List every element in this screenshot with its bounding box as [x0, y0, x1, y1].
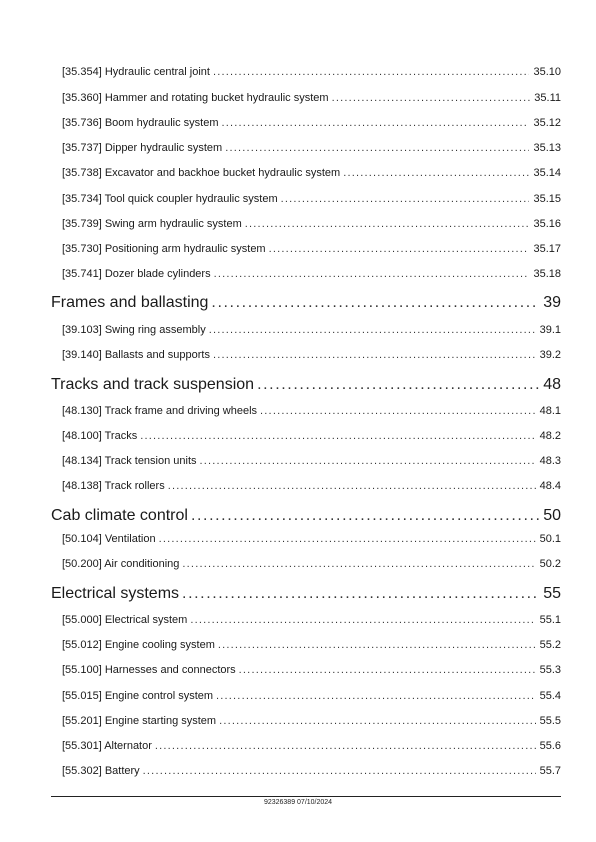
toc-entry[interactable]	[62, 455, 561, 469]
toc-entry-label: [50.104] Ventilation	[62, 533, 156, 545]
leader-dots	[239, 664, 536, 676]
toc-entry-label: [35.360] Hammer and rotating bucket hydraulic system	[62, 92, 329, 104]
toc-entry-page: 55.2	[539, 639, 561, 651]
leader-dots	[143, 765, 536, 777]
toc-entry[interactable]	[62, 614, 561, 628]
leader-dots	[200, 455, 536, 467]
leader-dots	[182, 558, 535, 570]
toc-entry[interactable]	[62, 715, 561, 729]
toc-entry-page: 48.3	[539, 455, 561, 467]
toc-entry-page: 35.11	[534, 92, 561, 104]
toc-entry-label: [48.130] Track frame and driving wheels	[62, 405, 258, 417]
toc-entry-label: [48.100] Tracks	[62, 430, 138, 442]
toc-entry-page: 35.12	[533, 117, 561, 129]
toc-entry[interactable]	[62, 268, 561, 282]
toc-entry-label: [35.354] Hydraulic central joint	[62, 66, 210, 78]
toc-entry-label: [48.134] Track tension units	[62, 455, 197, 467]
toc-section-page: 55	[543, 585, 561, 602]
toc-entry-page: 55.5	[539, 715, 561, 727]
toc-entry[interactable]	[62, 167, 561, 181]
footer-document-id: 92326389 07/10/2024	[263, 799, 333, 806]
leader-dots	[213, 349, 536, 361]
toc-entry-label: [55.301] Alternator	[62, 740, 152, 752]
leader-dots	[225, 142, 529, 154]
toc-entry-label: [55.201] Engine starting system	[62, 715, 217, 727]
leader-dots	[332, 92, 531, 104]
leader-dots	[159, 533, 536, 545]
toc-entry-label: [39.140] Ballasts and supports	[62, 349, 210, 361]
toc-entry-label: [50.200] Air conditioning	[62, 558, 180, 570]
toc-entry-page: 48.4	[539, 480, 561, 492]
toc-section-label: Tracks and track suspension	[51, 376, 255, 393]
toc-entry-label: [39.103] Swing ring assembly	[62, 324, 206, 336]
leader-dots	[245, 218, 530, 230]
leader-dots	[190, 614, 535, 626]
toc-entry[interactable]	[62, 533, 561, 547]
toc-entry[interactable]	[62, 405, 561, 419]
toc-entry-page: 35.14	[533, 167, 561, 179]
toc-entry-label: [35.741] Dozer blade cylinders	[62, 268, 211, 280]
toc-section-label: Electrical systems	[51, 585, 180, 602]
leader-dots	[281, 193, 530, 205]
toc-entry[interactable]	[62, 765, 561, 779]
toc-entry[interactable]	[62, 218, 561, 232]
toc-entry-label: [55.000] Electrical system	[62, 614, 188, 626]
toc-section-page: 39	[543, 294, 561, 311]
leader-dots	[211, 294, 539, 312]
leader-dots	[140, 430, 535, 442]
toc-entry[interactable]	[62, 690, 561, 704]
toc-entry-page: 50.2	[539, 558, 561, 570]
toc-entry-page: 35.17	[533, 243, 561, 255]
leader-dots	[155, 740, 536, 752]
toc-entry-label: [35.736] Boom hydraulic system	[62, 117, 219, 129]
toc-entry-page: 48.1	[539, 405, 561, 417]
toc-section-page: 50	[543, 507, 561, 524]
toc-entry-page: 50.1	[539, 533, 561, 545]
toc-entry[interactable]	[62, 324, 561, 338]
toc-entry-page: 35.16	[533, 218, 561, 230]
toc-entry-label: [55.100] Harnesses and connectors	[62, 664, 236, 676]
toc-entry-label: [48.138] Track rollers	[62, 480, 165, 492]
toc-entry-label: [35.730] Positioning arm hydraulic system	[62, 243, 266, 255]
toc-section-label: Frames and ballasting	[51, 294, 209, 311]
leader-dots	[168, 480, 536, 492]
leader-dots	[257, 376, 539, 394]
toc-entry-page: 48.2	[539, 430, 561, 442]
leader-dots	[218, 639, 536, 651]
toc-entry[interactable]	[62, 66, 561, 80]
toc-entry[interactable]	[62, 480, 561, 494]
toc-entry[interactable]	[62, 740, 561, 754]
leader-dots	[222, 117, 530, 129]
footer-divider	[51, 796, 561, 797]
leader-dots	[269, 243, 530, 255]
toc-entry[interactable]	[62, 664, 561, 678]
toc-entry[interactable]	[62, 142, 561, 156]
toc-entry-label: [55.012] Engine cooling system	[62, 639, 215, 651]
toc-entry-page: 35.15	[533, 193, 561, 205]
leader-dots	[260, 405, 536, 417]
toc-entry[interactable]	[62, 349, 561, 363]
leader-dots	[182, 585, 539, 603]
toc-section-page: 48	[543, 376, 561, 393]
toc-section[interactable]	[51, 585, 561, 605]
toc-entry-page: 39.2	[539, 349, 561, 361]
toc-entry[interactable]	[62, 117, 561, 131]
toc-entry-label: [35.738] Excavator and backhoe bucket hydraulic system	[62, 167, 341, 179]
leader-dots	[209, 324, 536, 336]
toc-entry-page: 55.4	[539, 690, 561, 702]
leader-dots	[213, 66, 530, 78]
toc-entry-page: 55.1	[539, 614, 561, 626]
toc-section-label: Cab climate control	[51, 507, 188, 524]
leader-dots	[219, 715, 535, 727]
toc-entry-label: [55.015] Engine control system	[62, 690, 214, 702]
toc-entry-page: 55.6	[539, 740, 561, 752]
toc-entry-label: [35.737] Dipper hydraulic system	[62, 142, 223, 154]
toc-entry-page: 35.10	[533, 66, 561, 78]
toc-entry[interactable]	[62, 243, 561, 257]
leader-dots	[343, 167, 529, 179]
toc-section[interactable]	[51, 376, 561, 396]
toc-entry[interactable]	[62, 430, 561, 444]
toc-entry[interactable]	[62, 92, 561, 106]
toc-entry[interactable]	[62, 558, 561, 572]
toc-entry-label: [35.739] Swing arm hydraulic system	[62, 218, 242, 230]
toc-entry-label: [55.302] Battery	[62, 765, 140, 777]
toc-entry[interactable]	[62, 639, 561, 653]
leader-dots	[191, 507, 539, 525]
toc-entry[interactable]	[62, 193, 561, 207]
toc-entry-page: 35.18	[533, 268, 561, 280]
toc-section[interactable]	[51, 507, 561, 527]
toc-entry-page: 39.1	[539, 324, 561, 336]
toc-entry-page: 55.3	[539, 664, 561, 676]
leader-dots	[214, 268, 530, 280]
leader-dots	[216, 690, 536, 702]
toc-entry-page: 55.7	[539, 765, 561, 777]
toc-section[interactable]	[51, 294, 561, 314]
toc-entry-page: 35.13	[533, 142, 561, 154]
toc-entry-label: [35.734] Tool quick coupler hydraulic system	[62, 193, 278, 205]
